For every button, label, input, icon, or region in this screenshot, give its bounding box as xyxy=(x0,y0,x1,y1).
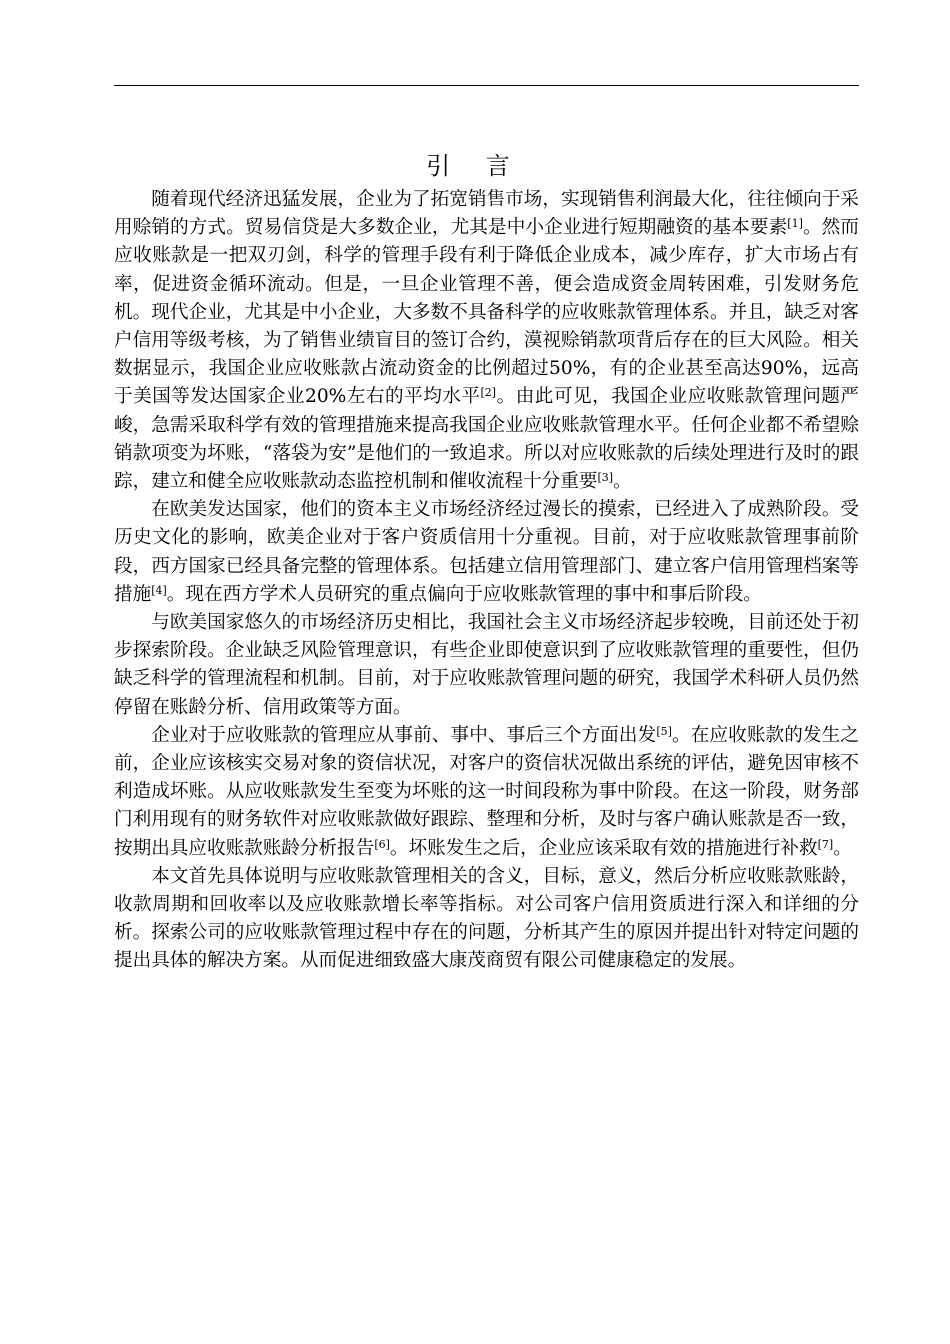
citation-3: [3] xyxy=(597,471,614,485)
paragraph-text: 随着现代经济迅猛发展，企业为了拓宽销售市场，实现销售利润最大化，往往倾向于采用赊销的方式。贸易信贷是大多数企业，尤其是中小企业进行短期融资的基本要素 xyxy=(114,189,859,239)
citation-2: [2] xyxy=(480,386,497,400)
citation-7: [7] xyxy=(817,837,834,851)
citation-1: [1] xyxy=(787,217,803,231)
citation-6: [6] xyxy=(374,837,390,851)
paragraph-text: 。 xyxy=(833,837,852,859)
paragraph-text: 。 xyxy=(613,471,632,493)
paragraph-text: 本文首先具体说明与应收账款管理相关的含义，目标，意义，然后分析应收账款账龄，收款周期和回收率以及应收账款增长率等指标。对公司客户信用资质进行深入和详细的分析。探索公司的应收账款管理过程中存在的问题，分析其产生的原因并提出针对特定问题的提出具体的解决方案。从而促进细致盛大康茂商贸有限公司健康稳定的发展。 xyxy=(114,865,859,972)
citation-4: [4] xyxy=(151,583,167,597)
paragraph-text: 在欧美发达国家，他们的资本主义市场经济经过漫长的摸索，已经进入了成熟阶段。受历史文化的影响，欧美企业对于客户资质信用十分重视。目前，对于应收账款管理事前阶段，西方国家已经具备完整的管理体系。包括建立信用管理部门、建立客户信用管理档案等措施 xyxy=(114,499,859,605)
paragraph-1 xyxy=(114,186,859,496)
paragraph-text: 。现在西方学术人员研究的重点偏向于应收账款管理的事中和事后阶段。 xyxy=(166,583,762,605)
paragraph-text: 。由此可见，我国企业应收账款管理问题严峻，急需采取科学有效的管理措施来提高我国企业应收账款管理水平。任何企业都不希望赊销款项变为坏账，“落袋为安”是他们的一致追求。所以对应收账款的后续处理进行及时的跟踪，建立和健全应收账款动态监控机制和催收流程十分重要 xyxy=(114,386,859,493)
paragraph-2 xyxy=(114,496,859,609)
citation-5: [5] xyxy=(656,724,672,738)
paragraph-5 xyxy=(114,863,859,976)
paragraph-text: 与欧美国家悠久的市场经济历史相比，我国社会主义市场经济起步较晚，目前还处于初步探索阶段。企业缺乏风险管理意识，有些企业即使意识到了应收账款管理的重要性，但仍缺乏科学的管理流程和机制。目前，对于应收账款管理问题的研究，我国学术科研人员仍然停留在账龄分析、信用政策等方面。 xyxy=(114,612,859,718)
paragraph-text: 。然而应收账款是一把双刃剑，科学的管理手段有利于降低企业成本，减少库存，扩大市场占有率，促进资金循环流动。但是，一旦企业管理不善，便会造成资金周转困难，引发财务危机。现代企业，尤其是中小企业，大多数不具备科学的应收账款管理体系。并且，缺乏对客户信用等级考核，为了销售业绩盲目的签订合约，漠视赊销款项背后存在的巨大风险。相关数据显示，我国企业应收账款占流动资金的比例超过50%，有的企业甚至高达90%，远高于美国等发达国家企业20%左右的平均水平 xyxy=(114,217,859,408)
paragraph-text: 。在应收账款的发生之前，企业应该核实交易对象的资信状况，对客户的资信状况做出系统的评估，避免因审核不利造成坏账。从应收账款发生至变为坏账的这一时间段称为事中阶段。在这一阶段，财务部门利用现有的财务软件对应收账款做好跟踪、整理和分析，及时与客户确认账款是否一致，按期出具应收账款账龄分析报告 xyxy=(114,724,859,859)
paragraph-4 xyxy=(114,722,859,863)
page-title: 引 言 xyxy=(426,152,524,180)
paragraph-3 xyxy=(114,609,859,722)
paragraph-text: 。坏账发生之后，企业应该采取有效的措施进行补救 xyxy=(389,837,818,859)
body-text xyxy=(114,186,859,976)
paragraph-text: 企业对于应收账款的管理应从事前、事中、事后三个方面出发 xyxy=(151,724,657,746)
header-rule xyxy=(114,85,859,86)
